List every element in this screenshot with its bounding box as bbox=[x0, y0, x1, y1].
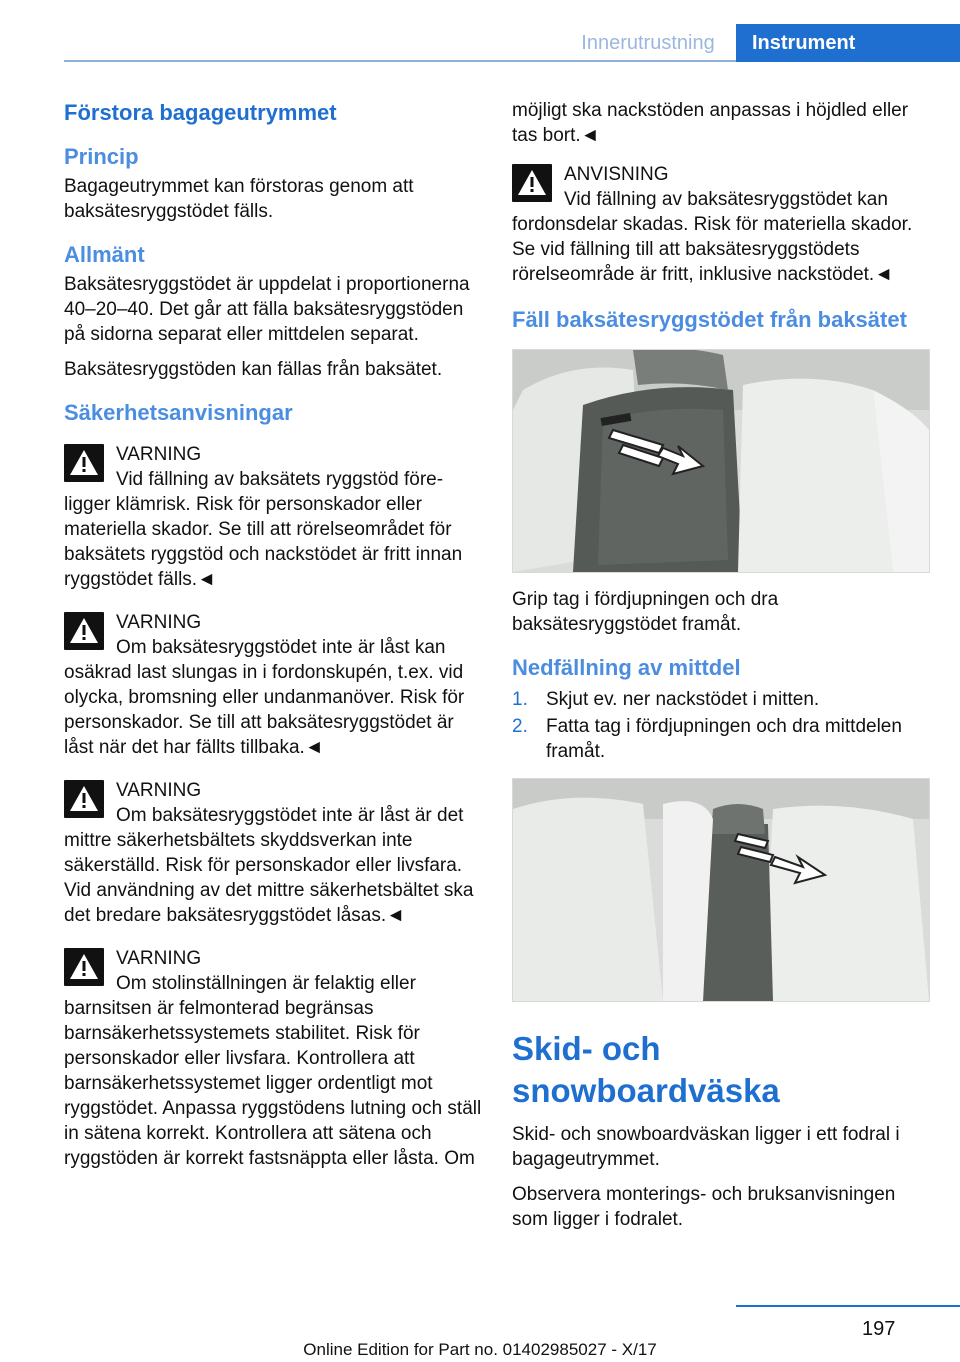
warning-text: barnsitsen är felmonterad begränsas barnsäkerhetssystemets stabilitet. Risk för personskador eller livsfara. Kontrollera att barnsäkerhetssystemet ligger ordentligt mot ryggstödet. Anpassa ryggstödens lutning och ställ in sätena korrekt. Kontrollera att sätena och ryggstöden är korrekt fastsnäppta eller låsta. Om bbox=[64, 998, 482, 1169]
notice-line: Vid fällning av baksätesryggstödet kan bbox=[564, 189, 888, 210]
continued-text: möjligt ska nackstöden anpassas i höjdled eller tas bort.◄ bbox=[512, 100, 909, 146]
step-text: Fatta tag i fördjupningen och dra mittdelen framåt. bbox=[546, 716, 902, 762]
step-text: Skjut ev. ner nackstödet i mitten. bbox=[546, 689, 820, 710]
warning-label: VARNING bbox=[116, 612, 202, 633]
tab-innerutrustning[interactable]: Innerutrustning bbox=[581, 32, 715, 54]
warning-triangle-icon bbox=[64, 948, 104, 986]
notice-label: ANVISNING bbox=[564, 164, 669, 185]
warning-text: ligger klämrisk. Risk för personskador eller materiella skador. Se till att rörelseområdet för baksätets ryggstöd och nackstödet är fritt innan ryggstödet fälls.◄ bbox=[64, 494, 463, 590]
notice-block bbox=[512, 162, 930, 287]
ski-bag-text-2: Observera monterings- och bruksanvisningen som ligger i fodralet. bbox=[512, 1184, 896, 1230]
list-item bbox=[512, 687, 930, 712]
mitt-heading: Nedfällning av mittdel bbox=[512, 655, 741, 680]
step-number: 1. bbox=[512, 689, 528, 710]
middle-section-fold-illustration bbox=[512, 778, 930, 1002]
section-title: Förstora bagageutrymmet bbox=[64, 100, 337, 125]
warning-line: Om baksätesryggstödet inte är låst kan bbox=[116, 637, 446, 658]
ski-bag-title: Skid- och snowboardväska bbox=[512, 1030, 780, 1109]
warning-line: Om baksätesryggstödet inte är låst är det bbox=[116, 805, 464, 826]
edition-footer: Online Edition for Part no. 01402985027 - X/17 bbox=[303, 1340, 657, 1359]
warning-line: Vid fällning av baksätets ryggstöd före- bbox=[116, 469, 444, 490]
rear-seat-fold-illustration bbox=[512, 349, 930, 573]
allmant-text-2: Baksätesryggstöden kan fällas från baksätet. bbox=[64, 359, 443, 380]
warning-text: osäkrad last slungas in i fordonskupén, t.ex. vid olycka, bromsning eller undanmanöver. Risk för personskador. Se till att baksätesryggstödet är låst när det har fällts tillbaka.◄ bbox=[64, 662, 465, 758]
notice-text: fordonsdelar skadas. Risk för materiella skador. Se vid fällning till att baksätesryggstödets rörelseområde är fritt, inklusive nackstödet.◄ bbox=[512, 214, 913, 285]
list-item bbox=[512, 714, 930, 764]
warning-triangle-icon bbox=[512, 164, 552, 202]
warning-triangle-icon bbox=[64, 780, 104, 818]
warning-block-1 bbox=[64, 442, 482, 592]
warning-block-4 bbox=[64, 946, 482, 1171]
warning-label: VARNING bbox=[116, 780, 202, 801]
allmant-heading: Allmänt bbox=[64, 242, 145, 267]
step-number: 2. bbox=[512, 716, 528, 737]
sakerhet-heading: Säkerhetsanvisningar bbox=[64, 400, 293, 425]
fall-text: Grip tag i fördjupningen och dra baksätesryggstödet framåt. bbox=[512, 589, 779, 635]
ski-bag-text-1: Skid- och snowboardväskan ligger i ett fodral i bagageutrymmet. bbox=[512, 1124, 900, 1170]
right-column bbox=[512, 98, 930, 1242]
princip-heading: Princip bbox=[64, 144, 139, 169]
warning-block-3 bbox=[64, 778, 482, 928]
tab-instrument[interactable]: Instrument bbox=[736, 24, 960, 62]
warning-text: mittre säkerhetsbältets skyddsverkan inte säkerställd. Risk för personskador eller livsfara. Vid användning av det mittre säkerhetsbältet ska det bredare baksätesryggstödet låsas.◄ bbox=[64, 830, 474, 926]
princip-text: Bagageutrymmet kan förstoras genom att baksätesryggstödet fälls. bbox=[64, 176, 414, 222]
steps-list bbox=[512, 687, 930, 764]
footer-rule bbox=[736, 1305, 960, 1307]
warning-triangle-icon bbox=[64, 612, 104, 650]
left-column bbox=[64, 98, 482, 1189]
warning-block-2 bbox=[64, 610, 482, 760]
fall-heading: Fäll baksätesryggstödet från baksätet bbox=[512, 307, 907, 332]
warning-line: Om stolinställningen är felaktig eller bbox=[116, 973, 416, 994]
warning-label: VARNING bbox=[116, 948, 202, 969]
allmant-text-1: Baksätesryggstödet är uppdelat i proportionerna 40–20–40. Det går att fälla baksätesryggstöden på sidorna separat eller mittdelen separat. bbox=[64, 274, 470, 345]
warning-triangle-icon bbox=[64, 444, 104, 482]
page-number: 197 bbox=[862, 1318, 896, 1340]
warning-label: VARNING bbox=[116, 444, 202, 465]
